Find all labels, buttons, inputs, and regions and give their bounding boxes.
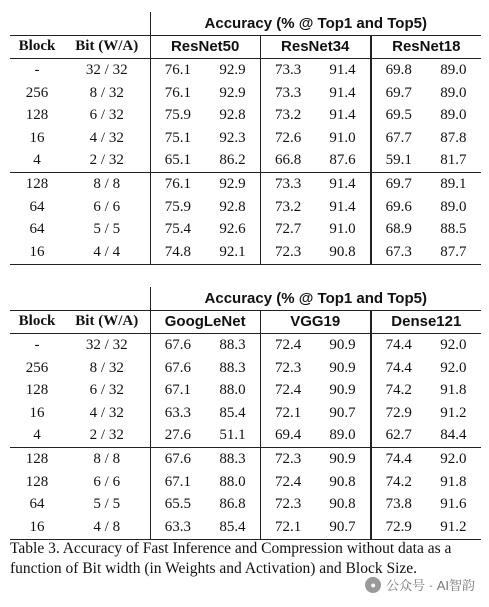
accuracy-cell: 92.9 [205, 173, 260, 196]
accuracy-cell: 75.9 [150, 104, 205, 127]
accuracy-cell: 91.4 [315, 59, 370, 82]
accuracy-cell: 72.3 [260, 357, 315, 380]
accuracy-cell: 92.9 [205, 59, 260, 82]
accuracy-cell: 51.1 [219, 427, 246, 444]
block-cell: - [10, 334, 64, 357]
accuracy-cell: 72.4 [260, 471, 315, 494]
accuracy-cell: 89.0 [440, 107, 467, 124]
accuracy-cell: 89.0 [329, 427, 356, 444]
accuracy-cell: 76.1 [150, 173, 205, 196]
accuracy-cell: 90.9 [329, 359, 356, 376]
accuracy-cell: 27.6 [150, 425, 205, 448]
accuracy-cell: 72.1 [260, 402, 315, 425]
bit-cell: 6 / 32 [89, 382, 124, 399]
accuracy-cell: 87.7 [426, 241, 481, 264]
accuracy-cell: 66.8 [260, 150, 315, 173]
empty-header-cell [10, 12, 64, 35]
accuracy-cell: 90.7 [329, 404, 356, 421]
accuracy-cell: 76.1 [150, 59, 205, 82]
empty-header-cell [10, 287, 64, 310]
accuracy-cell: 72.4 [260, 379, 315, 402]
accuracy-cell: 68.9 [371, 218, 426, 241]
accuracy-cell: 69.6 [371, 196, 426, 219]
accuracy-cell: 91.4 [329, 198, 356, 215]
accuracy-cell: 88.3 [219, 359, 246, 376]
accuracy-cell: 67.7 [371, 127, 426, 150]
accuracy-cell: 73.2 [260, 196, 315, 219]
accuracy-cell: 92.0 [426, 448, 481, 471]
block-cell: 128 [10, 173, 64, 196]
accuracy-cell: 85.4 [219, 404, 246, 421]
accuracy-cell: 91.4 [329, 107, 356, 124]
accuracy-cell: 65.5 [150, 493, 205, 516]
wechat-icon: ● [365, 577, 381, 593]
accuracy-cell: 90.8 [329, 473, 356, 490]
bit-column-header: Bit (W/A) [64, 35, 150, 59]
block-cell: 64 [29, 198, 45, 215]
bit-cell: 32 / 32 [64, 334, 150, 357]
bit-cell: 8 / 32 [89, 84, 124, 101]
accuracy-cell: 74.8 [150, 241, 205, 264]
accuracy-header: Accuracy (% @ Top1 and Top5) [150, 287, 481, 310]
bit-cell: 8 / 8 [64, 448, 150, 471]
bit-cell: 32 / 32 [64, 59, 150, 82]
accuracy-cell: 91.4 [329, 84, 356, 101]
accuracy-cell: 75.4 [150, 218, 205, 241]
accuracy-cell: 89.0 [440, 84, 467, 101]
accuracy-cell: 67.1 [150, 471, 205, 494]
block-cell: 4 [33, 427, 41, 444]
accuracy-cell: 81.7 [440, 152, 467, 169]
block-cell: 64 [29, 221, 45, 238]
accuracy-cell: 88.3 [205, 334, 260, 357]
table-row [10, 59, 481, 82]
accuracy-cell: 91.2 [426, 516, 481, 539]
accuracy-cell: 65.1 [150, 150, 205, 173]
accuracy-cell: 88.3 [205, 448, 260, 471]
accuracy-cell: 91.8 [440, 382, 467, 399]
bit-cell: 2 / 32 [89, 152, 124, 169]
empty-header-cell [64, 287, 150, 310]
empty-header-cell [64, 12, 150, 35]
block-cell: - [10, 59, 64, 82]
table [10, 12, 481, 265]
block-cell: 128 [25, 382, 49, 399]
table-row [10, 448, 481, 471]
table-row [10, 471, 481, 494]
bit-cell: 6 / 32 [89, 107, 124, 124]
results-table-1 [10, 12, 481, 265]
block-cell: 4 [33, 152, 41, 169]
block-cell: 128 [10, 448, 64, 471]
accuracy-header: Accuracy (% @ Top1 and Top5) [150, 12, 481, 35]
table-row [10, 402, 481, 425]
accuracy-cell: 85.4 [205, 516, 260, 539]
accuracy-cell: 73.3 [260, 173, 315, 196]
bit-cell: 5 / 5 [93, 221, 121, 238]
accuracy-cell: 90.7 [315, 516, 370, 539]
table-row [10, 334, 481, 357]
accuracy-cell: 73.8 [371, 493, 426, 516]
accuracy-cell: 72.9 [371, 516, 426, 539]
watermark-text: 公众号 · AI智韵 [386, 578, 475, 593]
accuracy-cell: 72.3 [260, 448, 315, 471]
block-cell: 128 [25, 107, 49, 124]
table-row [10, 425, 481, 448]
accuracy-cell: 90.9 [315, 334, 370, 357]
accuracy-cell: 88.0 [219, 382, 246, 399]
accuracy-cell: 72.9 [371, 402, 426, 425]
bit-cell: 4 / 32 [89, 404, 124, 421]
table-row [10, 357, 481, 380]
accuracy-cell: 62.7 [371, 425, 426, 448]
accuracy-cell: 72.1 [260, 516, 315, 539]
accuracy-cell: 91.6 [440, 496, 467, 513]
watermark [365, 575, 475, 594]
accuracy-cell: 92.0 [426, 334, 481, 357]
block-cell: 16 [29, 404, 45, 421]
bit-cell: 4 / 8 [64, 516, 150, 539]
accuracy-cell: 73.2 [260, 104, 315, 127]
accuracy-cell: 89.0 [426, 59, 481, 82]
accuracy-cell: 75.9 [150, 196, 205, 219]
model-header: ResNet50 [150, 35, 260, 59]
accuracy-cell: 67.6 [150, 334, 205, 357]
accuracy-cell: 73.3 [260, 59, 315, 82]
accuracy-cell: 74.4 [371, 448, 426, 471]
table-row [10, 82, 481, 105]
accuracy-cell: 88.5 [440, 221, 467, 238]
accuracy-cell: 92.9 [219, 84, 246, 101]
bit-cell: 5 / 5 [93, 496, 121, 513]
table-caption: Table 3. Accuracy of Fast Inference and Compression without data as a function of Bit width (in Weights and Activation) and Block Size. [10, 540, 452, 577]
accuracy-cell: 69.7 [371, 173, 426, 196]
accuracy-cell: 92.0 [440, 359, 467, 376]
accuracy-cell: 74.4 [371, 357, 426, 380]
block-cell: 64 [29, 496, 45, 513]
accuracy-cell: 72.3 [260, 493, 315, 516]
accuracy-cell: 69.7 [371, 82, 426, 105]
bit-cell: 6 / 6 [93, 198, 121, 215]
block-cell: 16 [29, 129, 45, 146]
table-row [10, 127, 481, 150]
accuracy-cell: 84.4 [440, 427, 467, 444]
block-column-header: Block [10, 35, 64, 59]
bit-cell: 6 / 6 [93, 473, 121, 490]
accuracy-cell: 87.6 [329, 152, 356, 169]
accuracy-cell: 86.8 [219, 496, 246, 513]
accuracy-cell: 76.1 [150, 82, 205, 105]
table-row [10, 379, 481, 402]
table-row [10, 493, 481, 516]
block-cell: 128 [25, 473, 49, 490]
bit-cell: 4 / 32 [89, 129, 124, 146]
accuracy-cell: 75.1 [150, 127, 205, 150]
bit-cell: 8 / 32 [89, 359, 124, 376]
table-row [10, 241, 481, 264]
bit-cell: 2 / 32 [89, 427, 124, 444]
accuracy-cell: 90.9 [329, 382, 356, 399]
accuracy-cell: 92.8 [219, 198, 246, 215]
model-header: ResNet18 [371, 35, 481, 59]
block-cell: 16 [10, 516, 64, 539]
block-cell: 256 [25, 84, 49, 101]
accuracy-cell: 92.8 [219, 107, 246, 124]
accuracy-cell: 72.3 [260, 241, 315, 264]
accuracy-cell: 72.6 [260, 127, 315, 150]
accuracy-cell: 72.7 [260, 218, 315, 241]
accuracy-cell: 92.6 [219, 221, 246, 238]
accuracy-cell: 88.0 [219, 473, 246, 490]
accuracy-cell: 63.3 [150, 402, 205, 425]
bit-column-header: Bit (W/A) [64, 310, 150, 334]
accuracy-cell: 67.3 [371, 241, 426, 264]
accuracy-cell: 90.9 [315, 448, 370, 471]
accuracy-cell: 67.6 [150, 357, 205, 380]
accuracy-cell: 69.5 [371, 104, 426, 127]
accuracy-cell: 86.2 [219, 152, 246, 169]
accuracy-cell: 74.2 [371, 471, 426, 494]
model-header: GoogLeNet [150, 310, 260, 334]
accuracy-cell: 89.0 [440, 198, 467, 215]
bit-cell: 4 / 4 [64, 241, 150, 264]
block-cell: 256 [25, 359, 49, 376]
accuracy-cell: 63.3 [150, 516, 205, 539]
model-header: ResNet34 [260, 35, 370, 59]
accuracy-cell: 69.8 [371, 59, 426, 82]
model-header: VGG19 [260, 310, 370, 334]
results-table-2 [10, 287, 481, 540]
accuracy-cell: 91.0 [329, 221, 356, 238]
table-row [10, 150, 481, 173]
block-column-header: Block [10, 310, 64, 334]
accuracy-cell: 91.2 [440, 404, 467, 421]
accuracy-cell: 74.2 [371, 379, 426, 402]
accuracy-cell: 89.1 [426, 173, 481, 196]
accuracy-cell: 67.1 [150, 379, 205, 402]
accuracy-cell: 72.4 [260, 334, 315, 357]
accuracy-cell: 69.4 [260, 425, 315, 448]
table-row [10, 196, 481, 219]
table-row [10, 218, 481, 241]
accuracy-cell: 91.0 [329, 129, 356, 146]
accuracy-cell: 92.1 [205, 241, 260, 264]
block-cell: 16 [10, 241, 64, 264]
accuracy-cell: 90.8 [329, 496, 356, 513]
accuracy-cell: 92.3 [219, 129, 246, 146]
accuracy-cell: 73.3 [260, 82, 315, 105]
accuracy-cell: 91.4 [315, 173, 370, 196]
model-header: Dense121 [371, 310, 481, 334]
bit-cell: 8 / 8 [64, 173, 150, 196]
table-row [10, 516, 481, 539]
accuracy-cell: 90.8 [315, 241, 370, 264]
accuracy-cell: 59.1 [371, 150, 426, 173]
accuracy-cell: 67.6 [150, 448, 205, 471]
accuracy-cell: 87.8 [440, 129, 467, 146]
accuracy-cell: 74.4 [371, 334, 426, 357]
table-row [10, 104, 481, 127]
table [10, 287, 481, 540]
accuracy-cell: 91.8 [440, 473, 467, 490]
table-row [10, 173, 481, 196]
